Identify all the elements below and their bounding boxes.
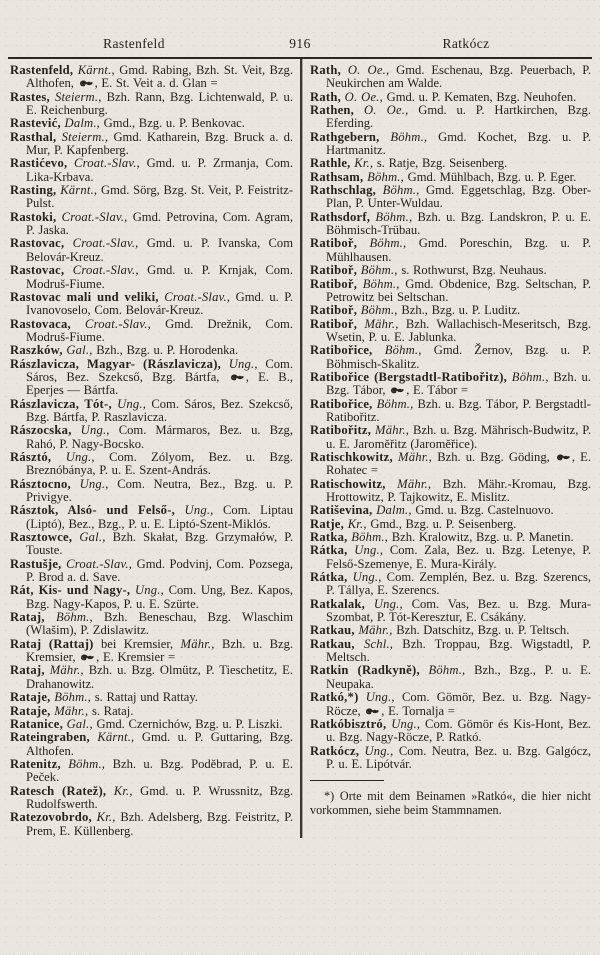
entry: Rátka, Ung., Com. Zemplén, Bez. u. Bzg. Szerencs, P. Tállya, E. Szerencs.: [310, 570, 592, 598]
entry-name: Rásztocno,: [10, 476, 71, 491]
entry-region: Ung.,: [352, 570, 382, 585]
entry-name: Ratischowitz,: [310, 476, 386, 491]
posthorn-icon: [556, 453, 571, 462]
entry-name: Rastenfeld,: [10, 63, 74, 77]
entry-region: Ung.,: [228, 356, 258, 371]
entry: Rásztó, Ung., Com. Zólyom, Bez. u. Bzg. Breznóbánya, P. u. E. Szent-András.: [10, 449, 293, 478]
entry-name: Rathgebern,: [310, 129, 380, 144]
entry-region: Croat.-Slav.,: [164, 289, 231, 304]
entry-region: Ung.,: [364, 743, 394, 758]
entry-region: O. Oe.,: [347, 63, 390, 77]
entry: Rateingraben, Kärnt., Gmd. u. P. Guttaring, Bzg. Althofen.: [10, 730, 294, 758]
entry: Rathsdorf, Böhm., Bzh. u. Bzg. Landskron, P. u. E. Böhmisch-Trübau.: [310, 209, 591, 238]
entry-name: Rastovaca,: [10, 316, 71, 331]
entry-name: Rataj,: [10, 663, 45, 678]
entry-name: Ratiboř,: [310, 303, 358, 318]
entry-name: Rátka,: [310, 570, 348, 585]
entry: Rászlavicza, Tót-, Ung., Com. Sáros, Bez. Szekcső, Bzg. Bártfa, P. Raszlavicza.: [10, 396, 294, 424]
entry-name: Rastes,: [10, 89, 50, 104]
entry-name: Ratezovobrdo,: [10, 810, 92, 825]
entry: Ratje, Kr., Gmd., Bzg. u. P. Seisenberg.: [310, 516, 517, 531]
entry-name: Ratkalak,: [310, 596, 366, 611]
entry-name: Ratibořice (Bergstadtl-Ratibořitz),: [310, 369, 508, 384]
entry-name: Rasting,: [10, 183, 57, 198]
entry-name: Ratibořitz,: [310, 423, 372, 438]
column-left: [8, 59, 300, 838]
entry-name: Rasthal,: [10, 129, 57, 144]
entry: Ratkó,*) Ung., Com. Gömör, Bez. u. Bzg. Nagy-Röcze, , E. Tornalja =: [310, 690, 591, 718]
entry-region: Kärnt.,: [60, 183, 98, 198]
running-head: [8, 0, 592, 52]
entry-region: Mähr.,: [398, 449, 433, 464]
posthorn-icon: [390, 386, 405, 395]
entry-region: Mähr.,: [364, 316, 399, 331]
entry: Rastenfeld, Kärnt., Gmd. Rabing, Bzh. St. Veit, Bzg. Althofen, , E. St. Veit a. d. Glan =: [10, 63, 293, 91]
entry-name: Rastovac,: [10, 263, 65, 278]
entry-name: Rathsdorf,: [310, 209, 371, 224]
entry-name: Rateingraben,: [10, 730, 90, 745]
entry-region: Kr.,: [113, 783, 133, 798]
entry: Rastes, Steierm., Bzh. Rann, Bzg. Lichtenwald, P. u. E. Reichenburg.: [10, 89, 293, 118]
entry: Ratibořitz, Mähr., Bzh. u. Bzg. Mährisch-Budwitz, P. u. E. Jaroměřitz (Jaroměřice).: [310, 423, 592, 451]
posthorn-icon: [230, 373, 245, 382]
entry-name: Ratiboř,: [310, 316, 358, 331]
entry: Rásztocno, Ung., Com. Neutra, Bez., Bzg. u. P. Privigye.: [10, 476, 294, 504]
entry-region: Ung.,: [117, 396, 147, 411]
entry-region: Böhm.,: [511, 369, 549, 384]
column-right: [300, 59, 592, 838]
entry-region: Steierm.,: [54, 89, 102, 104]
entry-name: Rathschlag,: [310, 183, 377, 198]
entry-name: Ratiboř,: [310, 263, 358, 278]
entry-region: Schl.,: [363, 636, 394, 651]
entry: Ratenitz, Böhm., Bzh. u. Bzg. Poděbrad, P. u. E. Peček.: [10, 756, 294, 785]
entry-region: Böhm.,: [54, 690, 92, 705]
entry: Ratischkowitz, Mähr., Bzh. u. Bzg. Göding, , E. Rohatec =: [310, 449, 591, 478]
entry-name: Rathen,: [310, 103, 355, 118]
entry-region: Kärnt.,: [77, 63, 115, 77]
footnote-marker: *): [324, 789, 335, 804]
posthorn-icon: [365, 707, 380, 716]
entry: Ratkau, Schl., Bzh. Troppau, Bzg. Wigstadtl, P. Meltsch.: [310, 636, 592, 665]
entry-name: Rastević,: [10, 116, 61, 131]
entry-name: Ratkócz,: [310, 743, 360, 758]
entry: Rataje, Mähr., s. Rataj.: [10, 703, 134, 718]
entry: Rastoki, Croat.-Slav., Gmd. Petrovina, Com. Agram, P. Jaska.: [10, 209, 294, 238]
entry-name: Ratkau,: [310, 623, 355, 638]
entry-region: Mähr.,: [54, 703, 89, 718]
entry-region: Croat.-Slav.,: [72, 236, 139, 251]
entry-region: Croat.-Slav.,: [66, 556, 133, 571]
entry: Rastovac, Croat.-Slav., Gmd. u. P. Krnjak, Com. Modruš-Fiume.: [10, 263, 293, 291]
entry-name: Ratibořice,: [310, 396, 373, 411]
entry: Rathen, O. Oe., Gmd. u. P. Hartkirchen, Bzg. Eferding.: [310, 103, 591, 131]
entry: Ratkau, Mähr., Bzh. Datschitz, Bzg. u. P. Teltsch.: [310, 623, 570, 638]
entry-name: Rastićevo,: [10, 156, 68, 171]
posthorn-icon: [79, 79, 94, 88]
entry-name: Rataje,: [10, 690, 51, 705]
entry-name: Rászlavicza, Tót-,: [10, 396, 112, 411]
entry-region: Böhm.,: [351, 530, 389, 545]
entry-name: Rastovac,: [10, 236, 65, 251]
running-head-left: Rastenfeld: [103, 36, 165, 51]
entry: Ratiboř, Mähr., Bzh. Wallachisch-Meseritsch, Bzg. Wsetin, P. u. E. Jablunka.: [310, 316, 591, 344]
entry: Rasthal, Steierm., Gmd. Katharein, Bzg. Bruck a. d. Mur, P. Kapfenberg.: [10, 129, 294, 158]
entry-name: Raszków,: [10, 343, 63, 358]
entry-name: Rath,: [310, 63, 341, 77]
entry-name: Rátka,: [310, 543, 348, 558]
entry: Rászlavicza, Magyar- (Rászlavicza), Ung., Com. Sáros, Bez. Szekcső, Bzg. Bártfa, , E. B., Eperjes — Bártfa.: [10, 356, 294, 398]
entry-name: Ratibořice,: [310, 343, 373, 358]
entry-region: Dalm.,: [376, 503, 412, 518]
entry-name: Ratiboř,: [310, 276, 358, 291]
entry-region: Böhm.,: [360, 303, 398, 318]
entry: Rastovaca, Croat.-Slav., Gmd. Drežnik, Com. Modruš-Fiume.: [10, 316, 294, 344]
entry: Rataj (Rattaj) bei Kremsier, Mähr., Bzh. u. Bzg. Kremsier, , E. Kremsier =: [10, 636, 294, 665]
entry-name: Rászocska,: [10, 423, 72, 438]
entry-region: Kr.,: [96, 810, 116, 825]
entry: Ratiboř, Böhm., s. Rothwurst, Bzg. Neuhaus.: [310, 263, 547, 278]
entry-region: Kr.,: [354, 156, 374, 171]
entry: Rastićevo, Croat.-Slav., Gmd. u. P. Zrmanja, Com. Lika-Krbava.: [10, 156, 293, 184]
entry-region: O. Oe.,: [363, 103, 409, 118]
entry-name: Rataj (Rattaj): [10, 636, 94, 651]
entry: Rasztowce, Gal., Bzh. Skałat, Bzg. Grzymałów, P. Touste.: [10, 530, 293, 558]
entry-name: Rasztowce,: [10, 530, 73, 545]
entry-region: Böhm.,: [382, 183, 420, 198]
entry: Rathsam, Böhm., Gmd. Mühlbach, Bzg. u. P. Eger.: [310, 169, 577, 184]
entry: Ratischowitz, Mähr., Bzh. Mähr.-Kromau, Bzg. Hrottowitz, P. Tajkowitz, E. Mislitz.: [310, 476, 592, 504]
entry-region: Gal.,: [66, 343, 93, 358]
entry-name: Rathsam,: [310, 169, 364, 184]
entry: Rastovac, Croat.-Slav., Gmd. u. P. Ivanska, Com Belovár-Kreuz.: [10, 236, 294, 264]
entry: Rathle, Kr., s. Ratje, Bzg. Seisenberg.: [310, 156, 508, 171]
entry: Ratibořice, Böhm., Gmd. Žernov, Bzg. u. P. Böhmisch-Skalitz.: [310, 343, 592, 371]
gazetteer-page: [8, 0, 592, 955]
entry-region: Ung.,: [79, 476, 109, 491]
entry: Rastušje, Croat.-Slav., Gmd. Podvinj, Com. Pozsega, P. Brod a. d. Save.: [10, 556, 294, 585]
entry-region: O. Oe.,: [344, 89, 383, 104]
entry: Ratka, Böhm., Bzh. Kralowitz, Bzg. u. P. Manetin.: [310, 530, 574, 545]
entry-region: Ung.,: [373, 596, 403, 611]
entry-region: Böhm.,: [369, 236, 407, 251]
entry: Rath, O. Oe., Gmd. Eschenau, Bzg. Peuerbach, P. Neukirchen am Walde.: [310, 63, 592, 91]
entry: Rathgebern, Böhm., Gmd. Kochet, Bzg. u. P. Hartmanitz.: [310, 129, 591, 158]
entry-name: Ratkó,*): [310, 690, 359, 705]
entry: Rastević, Dalm., Gmd., Bzg. u. P. Benkovac.: [10, 116, 245, 131]
entry-region: Steierm.,: [61, 129, 109, 144]
entry-region: Böhm.,: [367, 169, 404, 184]
entry-region: Ung.,: [184, 503, 214, 518]
entry: Rath, O. Oe., Gmd. u. P. Kematen, Bzg. Neuhofen.: [310, 89, 577, 104]
entry: Ratanice, Gal., Gmd. Czernichów, Bzg. u. P. Liszki.: [10, 716, 283, 731]
entry: Rátka, Ung., Com. Zala, Bez. u. Bzg. Letenye, P. Felső-Szemenye, E. Mura-Király.: [310, 543, 591, 571]
entry: Rastovac mali und veliki, Croat.-Slav., Gmd. u. P. Ivanovoselo, Com. Belovár-Kreuz.: [10, 289, 294, 318]
entry-region: Böhm.,: [362, 276, 400, 291]
footnote: [310, 790, 591, 817]
entry-region: Ung.,: [391, 716, 421, 731]
text-columns: [8, 59, 592, 838]
entry: Rászocska, Ung., Com. Mármaros, Bez. u. Bzg, Rahó, P. Nagy-Bocsko.: [10, 423, 294, 451]
entry: Raszków, Gal., Bzh., Bzg. u. P. Horodenka.: [10, 343, 239, 358]
entry-name: Ratka,: [310, 530, 348, 545]
entry-name: Rastovac mali und veliki,: [10, 289, 159, 304]
entry: Ratibořice (Bergstadtl-Ratibořitz), Böhm., Bzh. u. Bzg. Tábor, , E. Tábor =: [310, 369, 591, 398]
entry-region: Mähr.,: [49, 663, 84, 678]
entry: Ratkalak, Ung., Com. Vas, Bez. u. Bzg. Mura-Szombat, P. Tót-Keresztur, E. Csákány.: [310, 596, 592, 625]
entry-region: Kärnt.,: [97, 730, 135, 745]
entry: Ratezovobrdo, Kr., Bzh. Adelsberg, Bzg. Feistritz, P. Prem, E. Küllenberg.: [10, 810, 293, 838]
footnote-text: Orte mit dem Beinamen »Ratkó«, die hier nicht vorkommen, siehe beim Stammnamen.: [310, 789, 591, 817]
entry-name: Rászlavicza, Magyar- (Rászlavicza),: [10, 356, 222, 371]
entry-region: Mähr.,: [180, 636, 215, 651]
entry-region: Böhm.,: [375, 209, 413, 224]
entry-region: Gal.,: [66, 716, 93, 731]
entry-region: Böhm.,: [55, 610, 93, 625]
entry-region: Böhm.,: [390, 129, 428, 144]
entry-region: Ung.,: [354, 543, 384, 558]
entry-name: Ratiboř,: [310, 236, 358, 251]
entry-name: Rastušje,: [10, 556, 62, 571]
entry-region: Ung.,: [134, 583, 164, 598]
entry-name: Ratischkowitz,: [310, 449, 393, 464]
entry-region: Croat.-Slav.,: [74, 156, 140, 171]
entry-region: Croat.-Slav.,: [61, 209, 128, 224]
entry: Ratesch (Ratež), Kr., Gmd. u. P. Wrussnitz, Bzg. Rudolfswerth.: [10, 783, 294, 811]
entry-name: Rataj,: [10, 610, 45, 625]
footnote-block: [310, 780, 591, 817]
entry-region: Croat.-Slav.,: [85, 316, 151, 331]
entry-name: Rataje,: [10, 703, 51, 718]
entry: Rasting, Kärnt., Gmd. Sörg, Bzg. St. Veit, P. Feistritz-Pulst.: [10, 183, 294, 211]
entry-region: Böhm.,: [428, 663, 466, 678]
entry-region: Ung.,: [80, 423, 110, 438]
entry: Rathschlag, Böhm., Gmd. Eggetschlag, Bzg. Ober-Plan, P. Unter-Wuldau.: [310, 183, 592, 211]
entry-region: Kr.,: [347, 516, 367, 531]
entry-name: Ratkóbisztró,: [310, 716, 387, 731]
entry: Ratkóbisztró, Ung., Com. Gömör és Kis-Hont, Bez. u. Bzg. Nagy-Röcze, P. Ratkó.: [310, 716, 591, 745]
entry: Rát, Kis- und Nagy-, Ung., Com. Ung, Bez. Kapos, Bzg. Nagy-Kapos, P. u. E. Szürte.: [10, 583, 293, 611]
posthorn-icon: [80, 653, 95, 662]
entry-region: Böhm.,: [68, 756, 106, 771]
entry-name: Ratanice,: [10, 716, 63, 731]
entry-name: Ratenitz,: [10, 756, 61, 771]
entry: Ratiševina, Dalm., Gmd. u. Bzg. Castelnuovo.: [310, 503, 554, 518]
column-right-entries: [310, 64, 591, 771]
entry: Ratkócz, Ung., Com. Neutra, Bez. u. Bzg. Galgócz, P. u. E. Lipótvár.: [310, 743, 592, 771]
entry: Ratiboř, Böhm., Gmd. Obdenice, Bzg. Seltschan, P. Petrowitz bei Seltschan.: [310, 276, 591, 304]
entry-region: Mähr.,: [358, 623, 393, 638]
entry: Rataj, Böhm., Bzh. Beneschau, Bzg. Wlaschim (Wlašim), P. Zdislawitz.: [10, 610, 294, 638]
page-number: 916: [289, 36, 311, 51]
entry-name: Ratiševina,: [310, 503, 373, 518]
entry-name: Rásztó,: [10, 449, 52, 464]
entry-name: Rastoki,: [10, 209, 57, 224]
entry: Ratiboř, Böhm., Bzh., Bzg. u. P. Luditz.: [310, 303, 521, 318]
footnote-rule: [310, 780, 384, 781]
entry-region: Mähr.,: [375, 423, 410, 438]
entry-region: Ung.,: [365, 690, 395, 705]
entry-region: Gal.,: [79, 530, 106, 545]
entry-name: Ratesch (Ratež),: [10, 783, 107, 798]
entry-region: Böhm.,: [376, 396, 414, 411]
entry: Rásztok, Alsó- und Felső-, Ung., Com. Liptau (Liptó), Bez., Bzg., P. u. E. Liptó-Szent-Miklós.: [10, 503, 294, 531]
entry-name: Rásztok, Alsó- und Felső-,: [10, 503, 176, 518]
entry-name: Ratkau,: [310, 636, 355, 651]
entry-name: Ratkin (Radkyně),: [310, 663, 420, 678]
entry: Rataje, Böhm., s. Rattaj und Rattay.: [10, 690, 198, 705]
entry: Ratiboř, Böhm., Gmd. Poreschin, Bzg. u. P. Mühlhausen.: [310, 236, 592, 264]
entry: Ratibořice, Böhm., Bzh. u. Bzg. Tábor, P. Bergstadtl-Ratibořitz.: [310, 396, 592, 424]
entry-name: Rath,: [310, 89, 341, 104]
entry-region: Böhm.,: [384, 343, 422, 358]
entry-region: Mähr.,: [397, 476, 432, 491]
entry-name: Rathle,: [310, 156, 351, 171]
entry: Rataj, Mähr., Bzh. u. Bzg. Olmütz, P. Tieschetitz, E. Drahanowitz.: [10, 663, 293, 691]
entry-region: Dalm.,: [64, 116, 101, 131]
entry: Ratkin (Radkyně), Böhm., Bzh., Bzg., P. u. E. Neupaka.: [310, 663, 592, 691]
entry-name: Rát, Kis- und Nagy-,: [10, 583, 131, 598]
entry-region: Böhm.,: [360, 263, 398, 278]
running-head-right: Ratkócz: [442, 36, 490, 51]
entry-name: Ratje,: [310, 516, 345, 531]
entry-region: Croat.-Slav.,: [72, 263, 139, 278]
entry-region: Ung.,: [65, 449, 95, 464]
